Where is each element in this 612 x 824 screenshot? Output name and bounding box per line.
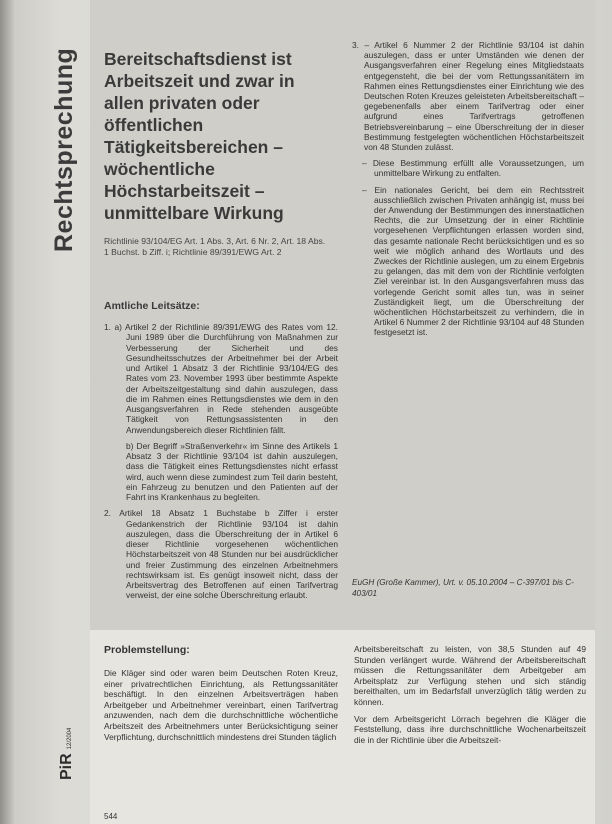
problem-right-column (354, 644, 586, 751)
page-number: 544 (104, 812, 118, 821)
leitsatz-1a: 1. a) Artikel 2 der Richtlinie 89/391/EWG des Rates vom 12. Juni 1989 über die Durchführung von Maßnahmen zur Verbesserung der Sicherheit und des Gesundheitsschutzes der Arbeitnehmer bei der Arbeit und Artikel 1 Absatz 3 der Richtlinie 93/104/EG des Rates vom 23. November 1993 über bestimmte Aspekte der Arbeitszeitgestaltung sind dahin auszulegen, dass die im Rahmen eines Rettungsdienstes wie dem in den Ausgangsverfahren in Rede stehenden ausgeübte Tätigkeit von Rettungsassistenten in den Anwendungsbereich dieser Richtlinien fällt. (104, 322, 338, 435)
logo-issue: 12/2004 (67, 727, 73, 750)
problem-paragraph-2: Arbeitsbereitschaft zu leisten, von 38,5 Stunden auf 49 Stunden verlängert wurde. Während der Arbeitsbereitschaft müssen die Rettungssanitäter dem Arbeitgeber am Arbeitsplatz zur Verfügung stehen und sich ständig bereithalten, um im Bedarfsfall unverzüglich tätig werden zu können. (354, 644, 586, 707)
leitsatz-3b: – Diese Bestimmung erfüllt alle Voraussetzungen, um unmittelbare Wirkung zu entfalten. (362, 158, 584, 179)
problem-heading: Problemstellung: (104, 644, 190, 656)
problem-paragraph-1: Die Kläger sind oder waren beim Deutschen Roten Kreuz, einer privatrechtlichen Einrichtung, als Rettungssanitäter beschäftigt. In den einzelnen Arbeitsverträgen haben Arbeitgeber und Arbeitnehmer vereinbart, einen Tarifvertrag anzuwenden, nach dem die durchschnittliche wöchentliche Arbeitszeit des Arbeitnehmers unter Berücksichtigung seiner Verpflichtung, durchschnittlich mindestens drei Stunden täglich (104, 668, 338, 742)
leitsaetze-heading: Amtliche Leitsätze: (104, 300, 200, 312)
problem-left-column (104, 668, 338, 748)
leitsatz-1b: b) Der Begriff »Straßenverkehr« im Sinne des Artikels 1 Absatz 3 der Richtlinie 93/104 ist dahin auszulegen, dass die Tätigkeit eines Rettungsdienstes nicht erfasst wird, auch wenn diese zumindest zum Teil darin besteht, ein Fahrzeug zu benutzen und den Patienten auf der Fahrt ins Krankenhaus zu begleiten. (126, 440, 338, 502)
binding-shadow (0, 0, 14, 824)
article-title: Bereitschaftsdienst ist Arbeitszeit und zwar in allen privaten oder öffentlichen Tätigkeitsbereichen – wöchentliche Höchstarbeitszeit – unmittelbare Wirkung (104, 49, 295, 223)
court-reference: EuGH (Große Kammer), Urt. v. 05.10.2004 – C-397/01 bis C-403/01 (352, 578, 574, 598)
legal-citation: Richtlinie 93/104/EG Art. 1 Abs. 3, Art. 6 Nr. 2, Art. 18 Abs. 1 Buchst. b Ziff. i; Richtlinie 89/391/EWG Art. 2 (104, 236, 326, 257)
leitsatz-3: 3. – Artikel 6 Nummer 2 der Richtlinie 93/104 ist dahin auszulegen, dass er unter Umständen wie denen der Ausgangsverfahren einer Regelung eines Mitgliedstaats entgegensteht, die bei der vom Rettungssanitätern im Rahmen eines Rettungsdienstes einer Einrichtung wie des Deutschen Roten Kreuzes geleisteten Arbeitsbereitschaft – gegebenenfalls aber einem Tarifvertrag oder einer aufgrund eines Tarifvertrags getroffenen Betriebsvereinbarung – eine Überschreitung der in dieser Bestimmung festgelegten wöchentlichen Höchstarbeitszeit von 48 Stunden zulässt. (352, 40, 584, 153)
journal-logo (58, 728, 76, 780)
leitsaetze-right-column (352, 40, 584, 344)
leitsaetze-left-column (104, 322, 338, 601)
leitsatz-3c: – Ein nationales Gericht, bei dem ein Rechtsstreit ausschließlich zwischen Privaten anhängig ist, muss bei der Anwendung der Bestimmungen des innerstaatlichen Rechts, die zur Umsetzung der in einer Richtlinie vorgesehenen Verpflichtungen erlassen worden sind, das gesamte nationale Recht berücksichtigen und es so weit wie möglich anhand des Wortlauts und des Zweckes der Richtlinie auslegen, um zu einem Ergebnis zu gelangen, das mit dem von der Richtlinie verfolgten Ziel vereinbar ist. In den Ausgangsverfahren muss das vorlegende Gericht somit alles tun, was in seiner Zuständigkeit liegt, um die Überschreitung der wöchentlichen Höchstarbeitszeit zu verhindern, die in Artikel 6 Nummer 2 der Richtlinie 93/104 auf 48 Stunden festgesetzt ist. (362, 184, 584, 338)
logo-text: PiR (58, 753, 75, 780)
problem-paragraph-3: Vor dem Arbeitsgericht Lörrach begehren die Kläger die Feststellung, dass ihre durchschnittliche Wochenarbeitszeit die in der Richtlinie über die Arbeitszeit- (354, 713, 586, 745)
section-label-vertical: Rechtsprechung (50, 47, 78, 252)
leitsatz-2: 2. Artikel 18 Absatz 1 Buchstabe b Ziffer i erster Gedankenstrich der Richtlinie 93/104 ist dahin auszulegen, dass die Überschreitung der in Artikel 6 dieser Richtlinie vorgesehenen wöchentlichen Höchstarbeitszeit von 48 Stunden nur bei ausdrücklicher und freier Zustimmung des einzelnen Arbeitnehmers rechtswirksam ist. Es genügt insoweit nicht, dass der Arbeitsvertrag des Betroffenen auf einen Tarifvertrag verweist, der eine solche Überschreitung erlaubt. (104, 508, 338, 601)
